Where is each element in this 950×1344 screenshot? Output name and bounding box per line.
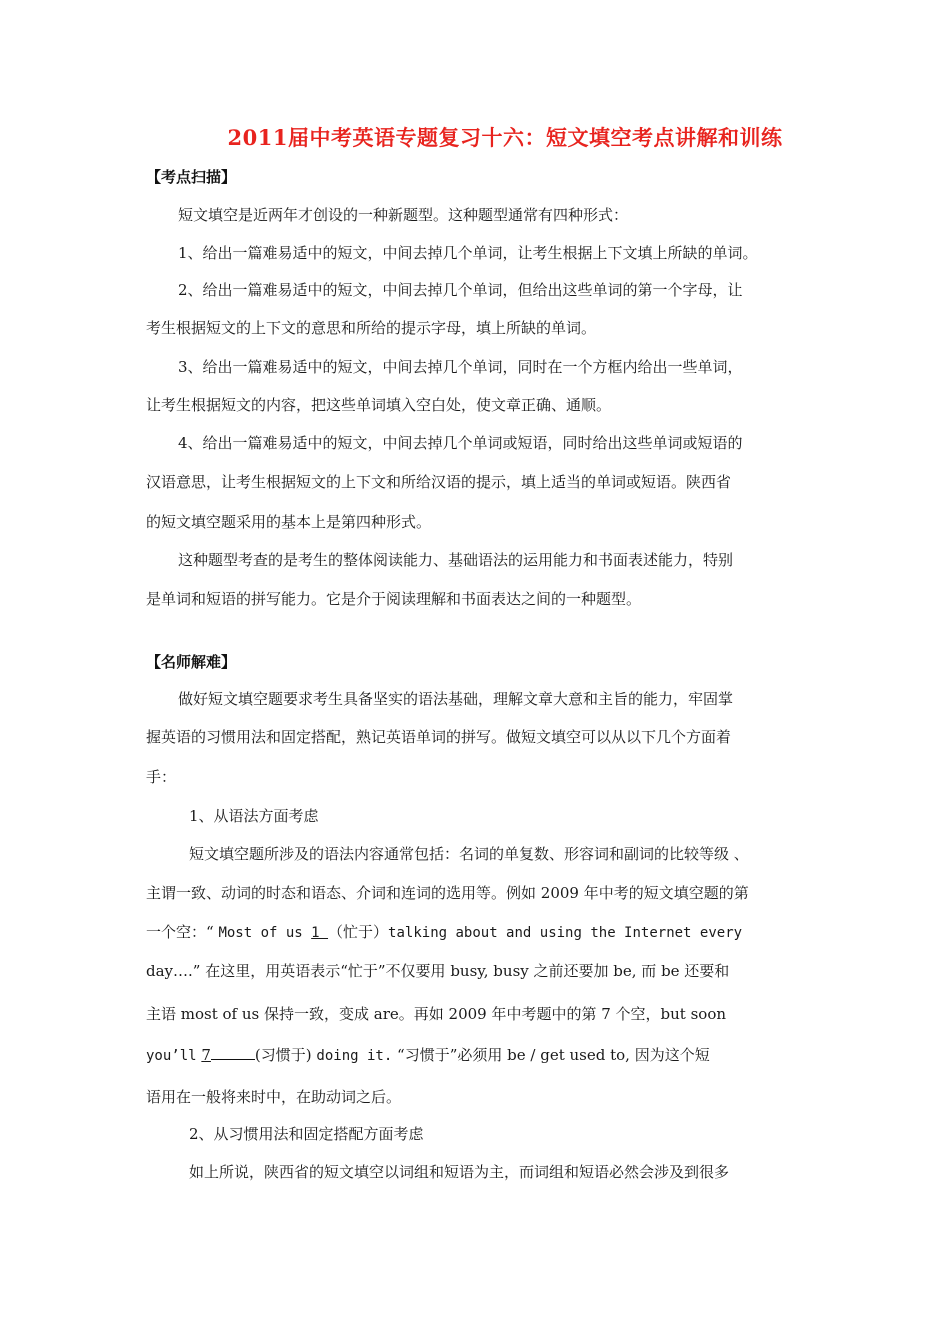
text-segment: doing it. [316, 1048, 393, 1064]
paragraph-line: day….” 在这里，用英语表示“忙于”不仅要用 busy, busy 之前还要加 be, 而 be 还要和 [146, 962, 730, 980]
paragraph-line: 汉语意思，让考生根据短文的上下文和所给汉语的提示，填上适当的单词或短语。陕西省 [146, 473, 732, 491]
paragraph-line: 短文填空题所涉及的语法内容通常包括：名词的单复数、形容词和副词的比较等级 、 [189, 845, 749, 863]
paragraph-line: 1、给出一篇难易适中的短文，中间去掉几个单词，让考生根据上下文填上所缺的单词。 [178, 244, 758, 262]
section-heading-scan: 【考点扫描】 [146, 168, 237, 186]
blank-number: 1 [311, 925, 329, 941]
paragraph-line: 2、给出一篇难易适中的短文，中间去掉几个单词，但给出这些单词的第一个字母，让 [178, 281, 743, 299]
text-segment: “习惯于”必须用 be / get used to, 因为这个短 [397, 1046, 710, 1064]
text-segment: （忙于） [328, 923, 389, 941]
paragraph-line: 主谓一致、动词的时态和语态、介词和连词的选用等。例如 2009 年中考的短文填空题的第 [146, 884, 749, 902]
paragraph-line: 做好短文填空题要求考生具备坚实的语法基础，理解文章大意和主旨的能力，牢固掌 [178, 690, 734, 708]
text-segment: (习惯于) [254, 1046, 312, 1064]
example-line-1 [146, 922, 806, 943]
blank-number: 7 [201, 1046, 211, 1064]
paragraph-line: 3、给出一篇难易适中的短文，中间去掉几个单词，同时在一个方框内给出一些单词， [178, 358, 743, 376]
paragraph-line: 让考生根据短文的内容，把这些单词填入空白处，使文章正确、通顺。 [146, 396, 612, 414]
text-segment: Most of us [218, 925, 312, 941]
paragraph-line: 这种题型考查的是考生的整体阅读能力、基础语法的运用能力和书面表述能力，特别 [178, 551, 734, 569]
subheading-line: 1、从语法方面考虑 [189, 807, 319, 825]
paragraph-line: 握英语的习惯用法和固定搭配，熟记英语单词的拼写。做短文填空可以从以下几个方面着 [146, 728, 732, 746]
paragraph-line: 考生根据短文的上下文的意思和所给的提示字母，填上所缺的单词。 [146, 319, 597, 337]
paragraph-line: 手： [146, 768, 177, 786]
paragraph-line: 是单词和短语的拼写能力。它是介于阅读理解和书面表达之间的一种题型。 [146, 590, 642, 608]
text-segment: talking about and using the Internet every [388, 925, 743, 941]
section-heading-tips: 【名师解难】 [146, 653, 237, 671]
paragraph-line: 如上所说，陕西省的短文填空以词组和短语为主，而词组和短语必然会涉及到很多 [189, 1163, 730, 1181]
paragraph-line: 短文填空是近两年才创设的一种新题型。这种题型通常有四种形式： [178, 206, 629, 224]
example-line-2 [146, 1045, 710, 1066]
document-title: 2011届中考英语专题复习十六：短文填空考点讲解和训练 [227, 125, 783, 150]
paragraph-line: 4、给出一篇难易适中的短文，中间去掉几个单词或短语，同时给出这些单词或短语的 [178, 434, 743, 452]
text-segment: you’ll [146, 1048, 197, 1064]
text-segment: 一个空：“ [146, 923, 214, 941]
paragraph-line: 主语 most of us 保持一致，变成 are。再如 2009 年中考题中的第 7 个空，but soon [146, 1005, 727, 1023]
paragraph-line: 的短文填空题采用的基本上是第四种形式。 [146, 513, 432, 531]
paragraph-line: 语用在一般将来时中，在助动词之后。 [146, 1088, 402, 1106]
subheading-line: 2、从习惯用法和固定搭配方面考虑 [189, 1125, 424, 1143]
blank-underline [211, 1045, 255, 1060]
